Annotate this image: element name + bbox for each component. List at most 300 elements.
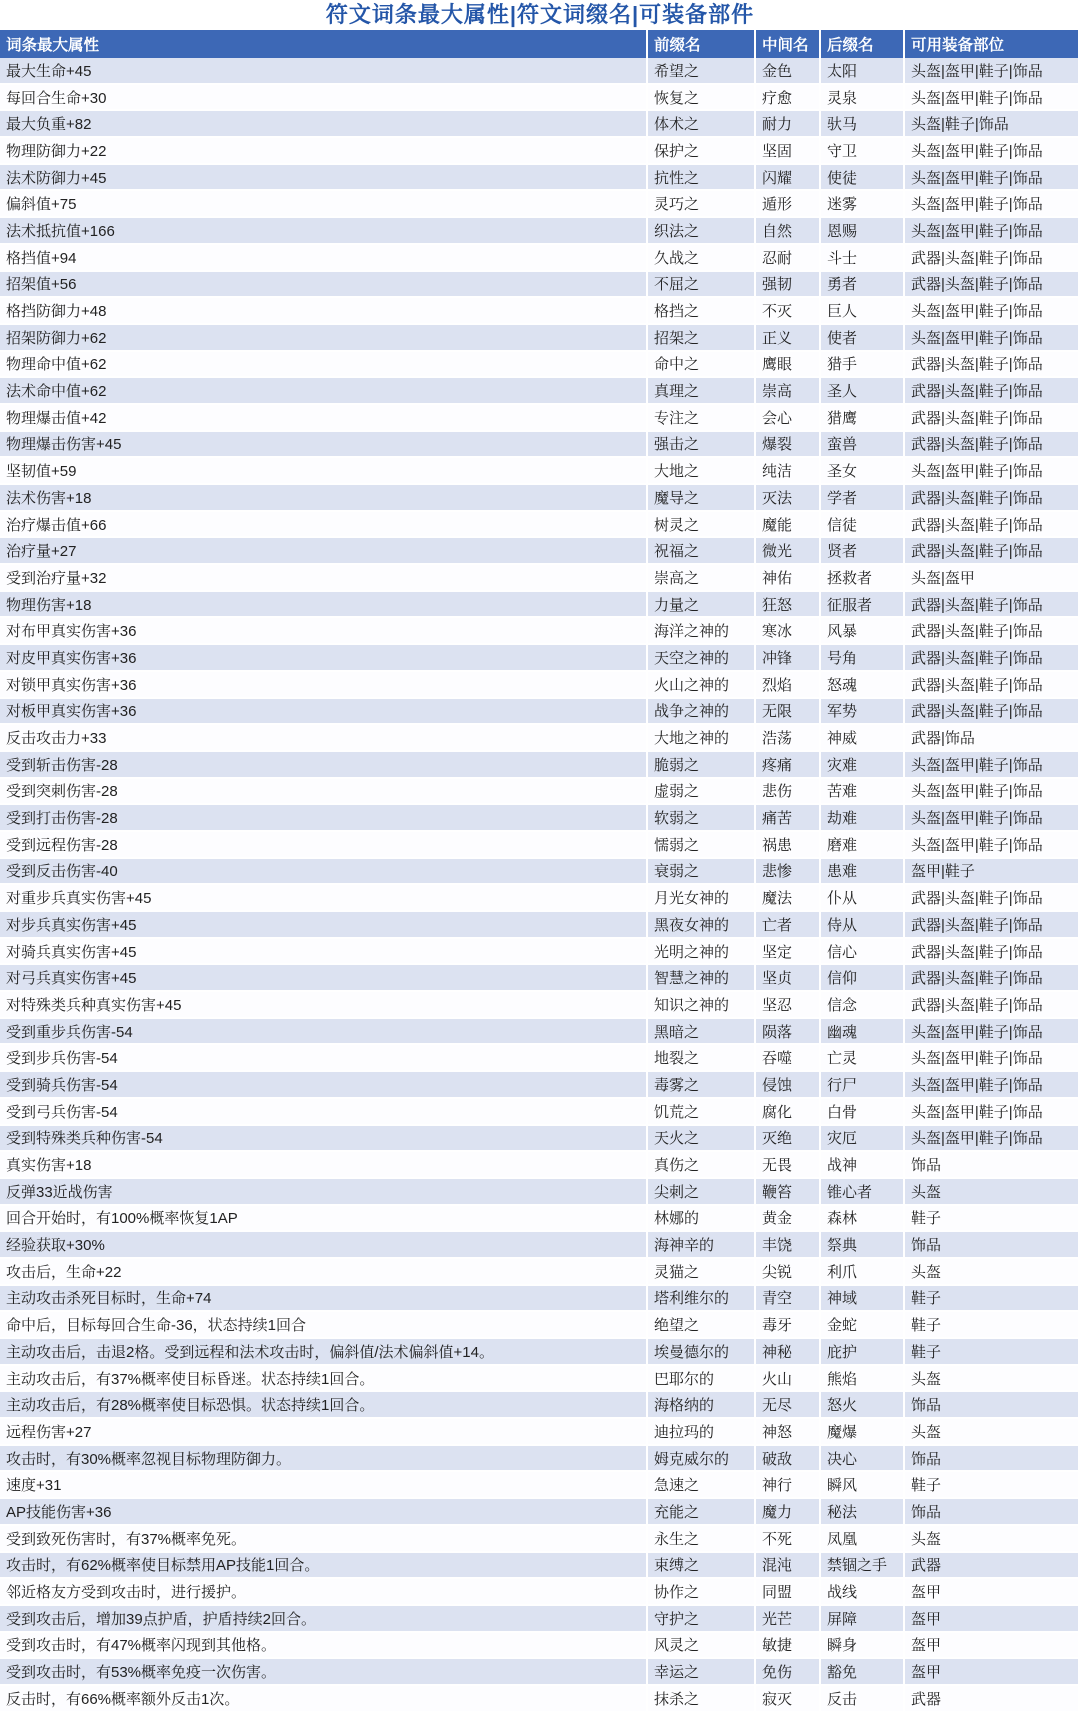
middle-cell: 崇高 [756,378,821,405]
middle-cell: 鹰眼 [756,352,821,379]
prefix-cell: 软弱之 [648,805,756,832]
prefix-cell: 战争之神的 [648,699,756,726]
middle-cell: 毒牙 [756,1312,821,1339]
suffix-cell: 决心 [821,1446,905,1473]
suffix-cell: 战神 [821,1152,905,1179]
table-row [0,191,1080,218]
table-row [0,592,1080,619]
suffix-cell: 驮马 [821,111,905,138]
attribute-cell: 回合开始时，有100%概率恢复1AP [0,1206,648,1233]
suffix-cell: 信仰 [821,965,905,992]
attribute-cell: 对布甲真实伤害+36 [0,618,648,645]
table-row [0,1659,1080,1686]
equip-slots-cell: 头盔 [905,1179,1080,1206]
suffix-cell: 圣人 [821,378,905,405]
equip-slots-cell: 头盔|盔甲|鞋子|饰品 [905,85,1080,112]
table-row [0,1072,1080,1099]
suffix-cell: 森林 [821,1206,905,1233]
prefix-cell: 巴耶尔的 [648,1366,756,1393]
attribute-cell: 攻击时，有30%概率忽视目标物理防御力。 [0,1446,648,1473]
middle-cell: 敏捷 [756,1633,821,1660]
prefix-cell: 地裂之 [648,1045,756,1072]
attribute-cell: 法术防御力+45 [0,165,648,192]
middle-cell: 无畏 [756,1152,821,1179]
suffix-cell: 使者 [821,325,905,352]
suffix-cell: 怒魂 [821,672,905,699]
middle-cell: 尖锐 [756,1259,821,1286]
attribute-cell: AP技能伤害+36 [0,1499,648,1526]
suffix-cell: 征服者 [821,592,905,619]
attribute-cell: 受到弓兵伤害-54 [0,1099,648,1126]
table-row [0,1499,1080,1526]
attribute-cell: 格挡防御力+48 [0,298,648,325]
table-row [0,138,1080,165]
attribute-cell: 治疗爆击值+66 [0,512,648,539]
attribute-cell: 反弹33近战伤害 [0,1179,648,1206]
prefix-cell: 大地之 [648,458,756,485]
equip-slots-cell: 头盔|盔甲|鞋子|饰品 [905,298,1080,325]
prefix-cell: 织法之 [648,218,756,245]
attribute-cell: 偏斜值+75 [0,191,648,218]
prefix-cell: 不屈之 [648,272,756,299]
attribute-cell: 受到治疗量+32 [0,565,648,592]
equip-slots-cell: 饰品 [905,1392,1080,1419]
equip-slots-cell: 鞋子 [905,1286,1080,1313]
attribute-cell: 格挡值+94 [0,245,648,272]
equip-slots-cell: 头盔 [905,1526,1080,1553]
table-row [0,1126,1080,1153]
equip-slots-cell: 盔甲 [905,1606,1080,1633]
middle-cell: 闪耀 [756,165,821,192]
middle-cell: 神行 [756,1472,821,1499]
suffix-cell: 风暴 [821,618,905,645]
prefix-cell: 祝福之 [648,538,756,565]
suffix-cell: 太阳 [821,58,905,85]
table-row [0,1606,1080,1633]
suffix-cell: 蛮兽 [821,432,905,459]
equip-slots-cell: 武器|头盔|鞋子|饰品 [905,912,1080,939]
table-row [0,58,1080,85]
middle-cell: 坚定 [756,939,821,966]
equip-slots-cell: 盔甲 [905,1579,1080,1606]
middle-cell: 浩荡 [756,725,821,752]
middle-cell: 神怒 [756,1419,821,1446]
table-row [0,1179,1080,1206]
table-row [0,1472,1080,1499]
table-row [0,939,1080,966]
table-row [0,645,1080,672]
suffix-cell: 白骨 [821,1099,905,1126]
table-row [0,1633,1080,1660]
attribute-cell: 物理命中值+62 [0,352,648,379]
middle-cell: 魔法 [756,885,821,912]
attribute-cell: 反击攻击力+33 [0,725,648,752]
middle-cell: 寒冰 [756,618,821,645]
attribute-cell: 受到步兵伤害-54 [0,1045,648,1072]
suffix-cell: 瞬风 [821,1472,905,1499]
attribute-cell: 对特殊类兵种真实伤害+45 [0,992,648,1019]
table-body [0,58,1080,1713]
suffix-cell: 幽魂 [821,1019,905,1046]
table-row [0,1259,1080,1286]
middle-cell: 会心 [756,405,821,432]
prefix-cell: 迪拉玛的 [648,1419,756,1446]
middle-cell: 丰饶 [756,1232,821,1259]
prefix-cell: 急速之 [648,1472,756,1499]
middle-cell: 黄金 [756,1206,821,1233]
attribute-cell: 攻击时，有62%概率使目标禁用AP技能1回合。 [0,1553,648,1580]
equip-slots-cell: 盔甲 [905,1633,1080,1660]
attribute-cell: 治疗量+27 [0,538,648,565]
table-row [0,912,1080,939]
middle-cell: 吞噬 [756,1045,821,1072]
equip-slots-cell: 武器|头盔|鞋子|饰品 [905,512,1080,539]
prefix-cell: 招架之 [648,325,756,352]
attribute-cell: 法术命中值+62 [0,378,648,405]
suffix-cell: 怒火 [821,1392,905,1419]
table-row [0,1686,1080,1713]
middle-cell: 魔力 [756,1499,821,1526]
middle-cell: 免伤 [756,1659,821,1686]
equip-slots-cell: 头盔|盔甲|鞋子|饰品 [905,191,1080,218]
suffix-cell: 秘法 [821,1499,905,1526]
suffix-cell: 劫难 [821,805,905,832]
table-row [0,1045,1080,1072]
attribute-cell: 受到攻击时，有53%概率免疫一次伤害。 [0,1659,648,1686]
prefix-cell: 火山之神的 [648,672,756,699]
attribute-cell: 受到攻击后，增加39点护盾，护盾持续2回合。 [0,1606,648,1633]
attribute-cell: 对弓兵真实伤害+45 [0,965,648,992]
table-row [0,859,1080,886]
equip-slots-cell: 武器|头盔|鞋子|饰品 [905,592,1080,619]
table-row [0,458,1080,485]
equip-slots-cell: 头盔|盔甲|鞋子|饰品 [905,1019,1080,1046]
equip-slots-cell: 头盔|盔甲|鞋子|饰品 [905,752,1080,779]
middle-cell: 混沌 [756,1553,821,1580]
table-row [0,1232,1080,1259]
attribute-cell: 对骑兵真实伤害+45 [0,939,648,966]
middle-cell: 祸患 [756,832,821,859]
equip-slots-cell: 饰品 [905,1232,1080,1259]
suffix-cell: 亡灵 [821,1045,905,1072]
middle-cell: 耐力 [756,111,821,138]
suffix-cell: 猎鹰 [821,405,905,432]
table-row [0,1446,1080,1473]
equip-slots-cell: 武器 [905,1553,1080,1580]
table-row [0,1099,1080,1126]
prefix-cell: 衰弱之 [648,859,756,886]
equip-slots-cell: 盔甲 [905,1659,1080,1686]
attribute-cell: 对重步兵真实伤害+45 [0,885,648,912]
col-header-equip-slots: 可用装备部位 [905,30,1080,58]
suffix-cell: 豁免 [821,1659,905,1686]
middle-cell: 侵蚀 [756,1072,821,1099]
attribute-cell: 物理爆击伤害+45 [0,432,648,459]
middle-cell: 无限 [756,699,821,726]
suffix-cell: 恩赐 [821,218,905,245]
middle-cell: 遁形 [756,191,821,218]
attribute-cell: 受到致死伤害时，有37%概率免死。 [0,1526,648,1553]
prefix-cell: 虚弱之 [648,779,756,806]
suffix-cell: 金蛇 [821,1312,905,1339]
middle-cell: 不死 [756,1526,821,1553]
attribute-cell: 物理防御力+22 [0,138,648,165]
prefix-cell: 懦弱之 [648,832,756,859]
prefix-cell: 埃曼德尔的 [648,1339,756,1366]
equip-slots-cell: 头盔|盔甲|鞋子|饰品 [905,832,1080,859]
prefix-cell: 崇高之 [648,565,756,592]
middle-cell: 火山 [756,1366,821,1393]
middle-cell: 悲伤 [756,779,821,806]
equip-slots-cell: 头盔|盔甲|鞋子|饰品 [905,218,1080,245]
header-row [0,30,1080,58]
equip-slots-cell: 武器|头盔|鞋子|饰品 [905,672,1080,699]
equip-slots-cell: 鞋子 [905,1472,1080,1499]
prefix-cell: 专注之 [648,405,756,432]
equip-slots-cell: 武器|头盔|鞋子|饰品 [905,618,1080,645]
middle-cell: 光芒 [756,1606,821,1633]
suffix-cell: 巨人 [821,298,905,325]
attribute-cell: 每回合生命+30 [0,85,648,112]
suffix-cell: 信徒 [821,512,905,539]
table-row [0,85,1080,112]
prefix-cell: 守护之 [648,1606,756,1633]
prefix-cell: 灵巧之 [648,191,756,218]
middle-cell: 灭绝 [756,1126,821,1153]
table-row [0,245,1080,272]
prefix-cell: 海神辛的 [648,1232,756,1259]
suffix-cell: 圣女 [821,458,905,485]
prefix-cell: 大地之神的 [648,725,756,752]
suffix-cell: 战线 [821,1579,905,1606]
table-row [0,1553,1080,1580]
attribute-cell: 受到斩击伤害-28 [0,752,648,779]
table-row [0,352,1080,379]
table-row [0,992,1080,1019]
table-row [0,111,1080,138]
table-row [0,805,1080,832]
rune-attribute-table [0,30,1080,1713]
prefix-cell: 绝望之 [648,1312,756,1339]
prefix-cell: 月光女神的 [648,885,756,912]
prefix-cell: 黑暗之 [648,1019,756,1046]
middle-cell: 无尽 [756,1392,821,1419]
table-row [0,325,1080,352]
suffix-cell: 信心 [821,939,905,966]
table-row [0,565,1080,592]
prefix-cell: 树灵之 [648,512,756,539]
suffix-cell: 锥心者 [821,1179,905,1206]
attribute-cell: 受到骑兵伤害-54 [0,1072,648,1099]
prefix-cell: 塔利维尔的 [648,1286,756,1313]
col-header-suffix-name: 后缀名 [821,30,905,58]
middle-cell: 痛苦 [756,805,821,832]
middle-cell: 狂怒 [756,592,821,619]
table-row [0,1526,1080,1553]
attribute-cell: 最大生命+45 [0,58,648,85]
equip-slots-cell: 头盔|盔甲|鞋子|饰品 [905,325,1080,352]
prefix-cell: 协作之 [648,1579,756,1606]
table-row [0,538,1080,565]
middle-cell: 腐化 [756,1099,821,1126]
table-row [0,378,1080,405]
equip-slots-cell: 武器|头盔|鞋子|饰品 [905,885,1080,912]
prefix-cell: 幸运之 [648,1659,756,1686]
attribute-cell: 速度+31 [0,1472,648,1499]
equip-slots-cell: 头盔|鞋子|饰品 [905,111,1080,138]
middle-cell: 烈焰 [756,672,821,699]
equip-slots-cell: 头盔|盔甲|鞋子|饰品 [905,1126,1080,1153]
prefix-cell: 风灵之 [648,1633,756,1660]
attribute-cell: 受到攻击时，有47%概率闪现到其他格。 [0,1633,648,1660]
equip-slots-cell: 武器|头盔|鞋子|饰品 [905,352,1080,379]
attribute-cell: 对锁甲真实伤害+36 [0,672,648,699]
attribute-cell: 物理爆击值+42 [0,405,648,432]
middle-cell: 冲锋 [756,645,821,672]
prefix-cell: 知识之神的 [648,992,756,1019]
table-row [0,699,1080,726]
table-row [0,1392,1080,1419]
prefix-cell: 充能之 [648,1499,756,1526]
prefix-cell: 海洋之神的 [648,618,756,645]
attribute-cell: 命中后，目标每回合生命-36，状态持续1回合 [0,1312,648,1339]
table-row [0,272,1080,299]
suffix-cell: 仆从 [821,885,905,912]
prefix-cell: 久战之 [648,245,756,272]
equip-slots-cell: 头盔|盔甲|鞋子|饰品 [905,779,1080,806]
middle-cell: 悲惨 [756,859,821,886]
middle-cell: 鞭笞 [756,1179,821,1206]
suffix-cell: 灵泉 [821,85,905,112]
attribute-cell: 招架值+56 [0,272,648,299]
suffix-cell: 学者 [821,485,905,512]
table-row [0,779,1080,806]
suffix-cell: 反击 [821,1686,905,1713]
attribute-cell: 法术抵抗值+166 [0,218,648,245]
attribute-cell: 对皮甲真实伤害+36 [0,645,648,672]
table-row [0,218,1080,245]
suffix-cell: 祭典 [821,1232,905,1259]
equip-slots-cell: 鞋子 [905,1312,1080,1339]
table-row [0,885,1080,912]
attribute-cell: 对板甲真实伤害+36 [0,699,648,726]
middle-cell: 不灭 [756,298,821,325]
col-header-max-attribute: 词条最大属性 [0,30,648,58]
table-row [0,965,1080,992]
suffix-cell: 使徒 [821,165,905,192]
equip-slots-cell: 头盔|盔甲|鞋子|饰品 [905,58,1080,85]
middle-cell: 微光 [756,538,821,565]
middle-cell: 疼痛 [756,752,821,779]
attribute-cell: 经验获取+30% [0,1232,648,1259]
middle-cell: 神秘 [756,1339,821,1366]
page-title: 符文词条最大属性|符文词缀名|可装备部件 [325,2,755,27]
equip-slots-cell: 头盔|盔甲|鞋子|饰品 [905,1045,1080,1072]
equip-slots-cell: 饰品 [905,1152,1080,1179]
equip-slots-cell: 武器|头盔|鞋子|饰品 [905,538,1080,565]
suffix-cell: 贤者 [821,538,905,565]
equip-slots-cell: 鞋子 [905,1206,1080,1233]
attribute-cell: 邻近格友方受到攻击时，进行援护。 [0,1579,648,1606]
attribute-cell: 反击时，有66%概率额外反击1次。 [0,1686,648,1713]
table-row [0,1206,1080,1233]
table-row [0,1152,1080,1179]
suffix-cell: 斗士 [821,245,905,272]
prefix-cell: 姆克威尔的 [648,1446,756,1473]
attribute-cell: 对步兵真实伤害+45 [0,912,648,939]
table-row [0,405,1080,432]
middle-cell: 坚忍 [756,992,821,1019]
table-row [0,1286,1080,1313]
suffix-cell: 庇护 [821,1339,905,1366]
attribute-cell: 最大负重+82 [0,111,648,138]
prefix-cell: 天空之神的 [648,645,756,672]
prefix-cell: 黑夜女神的 [648,912,756,939]
equip-slots-cell: 饰品 [905,1499,1080,1526]
table-row [0,512,1080,539]
suffix-cell: 侍从 [821,912,905,939]
table-row [0,725,1080,752]
attribute-cell: 攻击后，生命+22 [0,1259,648,1286]
prefix-cell: 永生之 [648,1526,756,1553]
middle-cell: 魔能 [756,512,821,539]
table-row [0,165,1080,192]
middle-cell: 破敌 [756,1446,821,1473]
middle-cell: 陨落 [756,1019,821,1046]
equip-slots-cell: 头盔 [905,1419,1080,1446]
prefix-cell: 恢复之 [648,85,756,112]
attribute-cell: 远程伤害+27 [0,1419,648,1446]
suffix-cell: 迷雾 [821,191,905,218]
suffix-cell: 拯救者 [821,565,905,592]
prefix-cell: 保护之 [648,138,756,165]
equip-slots-cell: 武器|头盔|鞋子|饰品 [905,939,1080,966]
equip-slots-cell: 盔甲|鞋子 [905,859,1080,886]
suffix-cell: 灾厄 [821,1126,905,1153]
equip-slots-cell: 头盔|盔甲|鞋子|饰品 [905,1072,1080,1099]
attribute-cell: 主动攻击杀死目标时，生命+74 [0,1286,648,1313]
attribute-cell: 主动攻击后，击退2格。受到远程和法术攻击时，偏斜值/法术偏斜值+14。 [0,1339,648,1366]
suffix-cell: 号角 [821,645,905,672]
prefix-cell: 海格纳的 [648,1392,756,1419]
equip-slots-cell: 武器|头盔|鞋子|饰品 [905,645,1080,672]
suffix-cell: 信念 [821,992,905,1019]
equip-slots-cell: 头盔 [905,1259,1080,1286]
prefix-cell: 脆弱之 [648,752,756,779]
suffix-cell: 患难 [821,859,905,886]
prefix-cell: 饥荒之 [648,1099,756,1126]
equip-slots-cell: 武器|头盔|鞋子|饰品 [905,965,1080,992]
suffix-cell: 守卫 [821,138,905,165]
prefix-cell: 林娜的 [648,1206,756,1233]
equip-slots-cell: 武器|头盔|鞋子|饰品 [905,245,1080,272]
equip-slots-cell: 武器|头盔|鞋子|饰品 [905,405,1080,432]
suffix-cell: 苦难 [821,779,905,806]
equip-slots-cell: 武器 [905,1686,1080,1713]
suffix-cell: 屏障 [821,1606,905,1633]
table-row [0,832,1080,859]
middle-cell: 纯洁 [756,458,821,485]
prefix-cell: 格挡之 [648,298,756,325]
prefix-cell: 真伤之 [648,1152,756,1179]
attribute-cell: 招架防御力+62 [0,325,648,352]
prefix-cell: 强击之 [648,432,756,459]
equip-slots-cell: 饰品 [905,1446,1080,1473]
prefix-cell: 真理之 [648,378,756,405]
attribute-cell: 受到特殊类兵种伤害-54 [0,1126,648,1153]
middle-cell: 自然 [756,218,821,245]
middle-cell: 青空 [756,1286,821,1313]
